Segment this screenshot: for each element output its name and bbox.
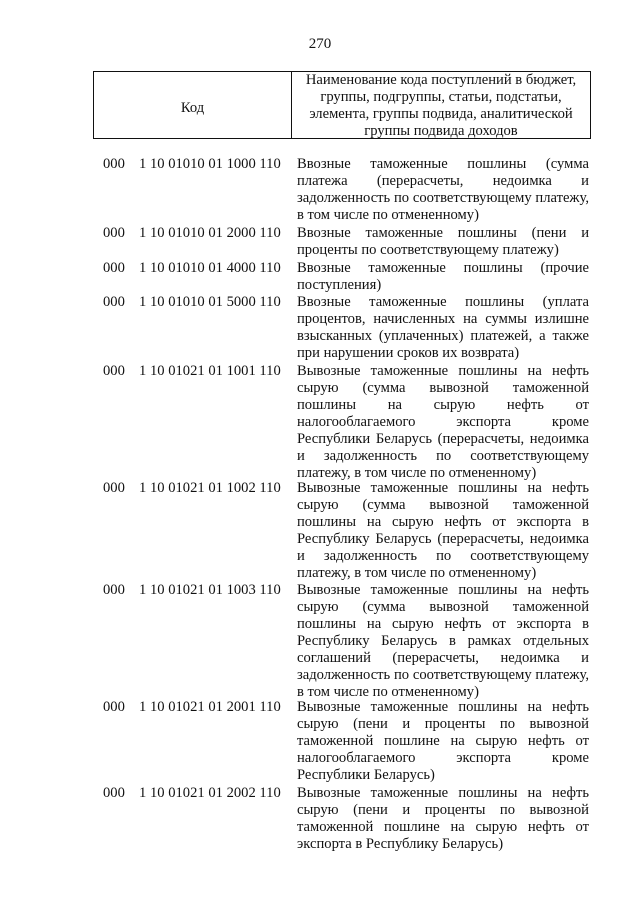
table-row xyxy=(0,480,640,582)
header-code-cell: Код xyxy=(94,72,292,138)
row-group: 000 xyxy=(103,363,125,379)
row-name: Вывозные таможенные пошлины на нефть сырую (пени и проценты по вывозной таможенной пошлине на сырую нефть от налогооблагаемого экспорта кроме Республики Беларусь) xyxy=(297,699,589,783)
page-number: 270 xyxy=(308,36,332,52)
row-code: 1 10 01010 01 4000 110 xyxy=(139,260,281,276)
table-row xyxy=(0,699,640,785)
row-code: 1 10 01010 01 2000 110 xyxy=(139,225,281,241)
row-code: 1 10 01010 01 1000 110 xyxy=(139,156,281,172)
row-name: Ввозные таможенные пошлины (уплата процентов, начисленных на суммы излишне взысканных (уплаченных) платежей, а также при нарушении сроков их возврата) xyxy=(297,294,589,361)
row-name: Ввозные таможенные пошлины (пени и проценты по соответствующему платежу) xyxy=(297,225,589,258)
row-code: 1 10 01021 01 1003 110 xyxy=(139,582,281,598)
row-name: Вывозные таможенные пошлины на нефть сырую (пени и проценты по вывозной таможенной пошлине на сырую нефть от экспорта в Республику Беларусь) xyxy=(297,785,589,852)
table-row xyxy=(0,294,640,363)
row-name: Вывозные таможенные пошлины на нефть сырую (сумма вывозной таможенной пошлины на сырую нефть от экспорта в Республику Беларусь (перерасчеты, недоимка и задолженность по соответствующему платежу, в том числе по отмененному) xyxy=(297,480,589,581)
row-name: Вывозные таможенные пошлины на нефть сырую (сумма вывозной таможенной пошлины на сырую нефть от налогооблагаемого экспорта кроме Республики Беларусь (перерасчеты, недоимка и задолженность по соответствующему платежу, в том числе по отмененному) xyxy=(297,363,589,481)
row-group: 000 xyxy=(103,156,125,172)
row-code: 1 10 01010 01 5000 110 xyxy=(139,294,281,310)
row-group: 000 xyxy=(103,294,125,310)
table-row xyxy=(0,260,640,294)
row-group: 000 xyxy=(103,785,125,801)
row-code: 1 10 01021 01 1001 110 xyxy=(139,363,281,379)
table-row xyxy=(0,785,640,855)
table-row xyxy=(0,225,640,260)
table-row xyxy=(0,156,640,225)
row-group: 000 xyxy=(103,260,125,276)
row-group: 000 xyxy=(103,582,125,598)
row-code: 1 10 01021 01 2001 110 xyxy=(139,699,281,715)
row-name: Ввозные таможенные пошлины (сумма платежа (перерасчеты, недоимка и задолженность по соответствующему платежу, в том числе по отмененному) xyxy=(297,156,589,223)
table-row xyxy=(0,363,640,480)
row-code: 1 10 01021 01 1002 110 xyxy=(139,480,281,496)
row-group: 000 xyxy=(103,225,125,241)
row-code: 1 10 01021 01 2002 110 xyxy=(139,785,281,801)
table-header xyxy=(93,71,591,139)
row-group: 000 xyxy=(103,480,125,496)
table-row xyxy=(0,582,640,699)
header-name-cell: Наименование кода поступлений в бюджет, группы, подгруппы, статьи, подстатьи, элемента, группы подвида, аналитической группы подвида доходов xyxy=(305,72,577,139)
row-group: 000 xyxy=(103,699,125,715)
row-name: Вывозные таможенные пошлины на нефть сырую (сумма вывозной таможенной пошлины на сырую нефть от экспорта в Республику Беларусь в рамках отдельных соглашений (перерасчеты, недоимка и задолженность по соответствующему платежу, в том числе по отмененному) xyxy=(297,582,589,700)
revenue-code-list xyxy=(0,156,640,855)
row-name: Ввозные таможенные пошлины (прочие поступления) xyxy=(297,260,589,293)
